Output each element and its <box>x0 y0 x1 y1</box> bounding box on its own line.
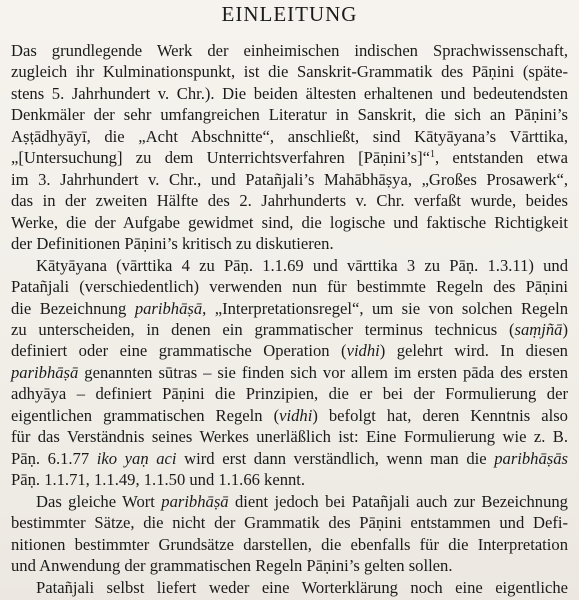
text-line: „[Untersuchung] zu dem Unterrichtsverfahren [Pāṇini’s]“$^1$, entstanden etwa <box>11 148 569 168</box>
italic-term: saṃjñā <box>514 320 563 339</box>
text-line: Pāṇ. 6.1.77 iko yaṇ aci wird erst dann verständlich, wenn man die paribhāṣās <box>11 448 568 468</box>
italic-term: iko yaṇ aci <box>96 448 177 468</box>
italic-term: vidhi <box>346 341 380 361</box>
text-line: Denkmäler der sehr umfangreichen Literatur in Sanskrit, die sich an Pāṇini’s <box>11 105 568 125</box>
italic-term: paribhāṣā <box>134 298 203 318</box>
text-line: nitionen bestimmter Grundsätze darstellen, die ebenfalls für die Interpretation <box>11 534 568 554</box>
text-line: Werke, die der Aufgabe gewidmet sind, die logische und faktische Richtigkeit <box>11 212 568 232</box>
text-line: bestimmter Sätze, die nicht der Grammatik des Pāṇini entstammen und Defi- <box>11 513 568 533</box>
text-line: Pāṇ. 1.1.71, 1.1.49, 1.1.50 und 1.1.66 kennt. <box>11 470 306 490</box>
text-line: die Bezeichnung paribhāṣā, „Interpretationsregel“, um sie von solchen Regeln <box>11 298 568 318</box>
text-line: Aṣṭādhyāyī, die „Acht Abschnitte“, anschließt, sind Kātyāyana’s Vārttika, <box>11 126 568 146</box>
text-line: eigentlichen grammatischen Regeln (vidhi) befolgt hat, deren Kenntnis also <box>11 405 568 425</box>
text-line: Patañjali selbst liefert weder eine Worterklärung noch eine eigentliche <box>36 577 568 597</box>
text-line: für das Verständnis seines Werkes unerläßlich ist: Eine Formulierung wie z. B. <box>11 427 568 447</box>
text-line: das in der zweiten Hälfte des 2. Jahrhunderts v. Chr. verfaßt wurde, beides <box>11 191 568 211</box>
text-line: Das gleiche Wort paribhāṣā dient jedoch bei Patañjali auch zur Bezeichnung <box>36 491 568 511</box>
text-line: und Anwendung der grammatischen Regeln Pāṇini’s gelten sollen. <box>11 556 453 576</box>
italic-term: paribhāṣā <box>161 491 229 511</box>
text-line: zugleich ihr Kulminationspunkt, ist die Sanskrit-Grammatik des Pāṇini (späte- <box>11 62 568 82</box>
text-line: der Definitionen Pāṇini’s kritisch zu diskutieren. <box>11 234 334 254</box>
text-line: stens 5. Jahrhundert v. Chr.). Die beiden ältesten erhaltenen und bedeutendsten <box>11 83 568 103</box>
text-line: adhyāya – definiert Pāṇini die Prinzipien, die er bei der Formulierung der <box>11 384 568 404</box>
chapter-heading: EINLEITUNG <box>221 2 358 26</box>
text-line: im 3. Jahrhundert v. Chr., und Patañjali’s Mahābhāṣya, „Großes Prosawerk“, <box>11 169 568 189</box>
italic-term: paribhāṣās <box>494 448 568 468</box>
italic-term: vidhi <box>279 405 313 425</box>
text-line: Patañjali (verschiedentlich) verwenden nun für bestimmte Regeln des Pāṇini <box>11 277 568 297</box>
footnote-marker: 1 <box>430 149 435 161</box>
text-line: definiert oder eine grammatische Operation (vidhi) gelehrt wird. In diesen <box>11 341 568 361</box>
text-line: zu unterscheiden, in denen ein grammatischer terminus technicus (saṃjñā) <box>11 320 568 339</box>
text-line: paribhāṣā genannten sūtras – sie finden sich vor allem im ersten pāda des ersten <box>11 362 568 382</box>
text-line: Kātyāyana (vārttika 4 zu Pāṇ. 1.1.69 und vārttika 3 zu Pāṇ. 1.3.11) und <box>36 255 568 275</box>
text-line: Das grundlegende Werk der einheimischen indischen Sprachwissenschaft, <box>11 41 568 60</box>
italic-term: paribhāṣā <box>11 362 79 382</box>
